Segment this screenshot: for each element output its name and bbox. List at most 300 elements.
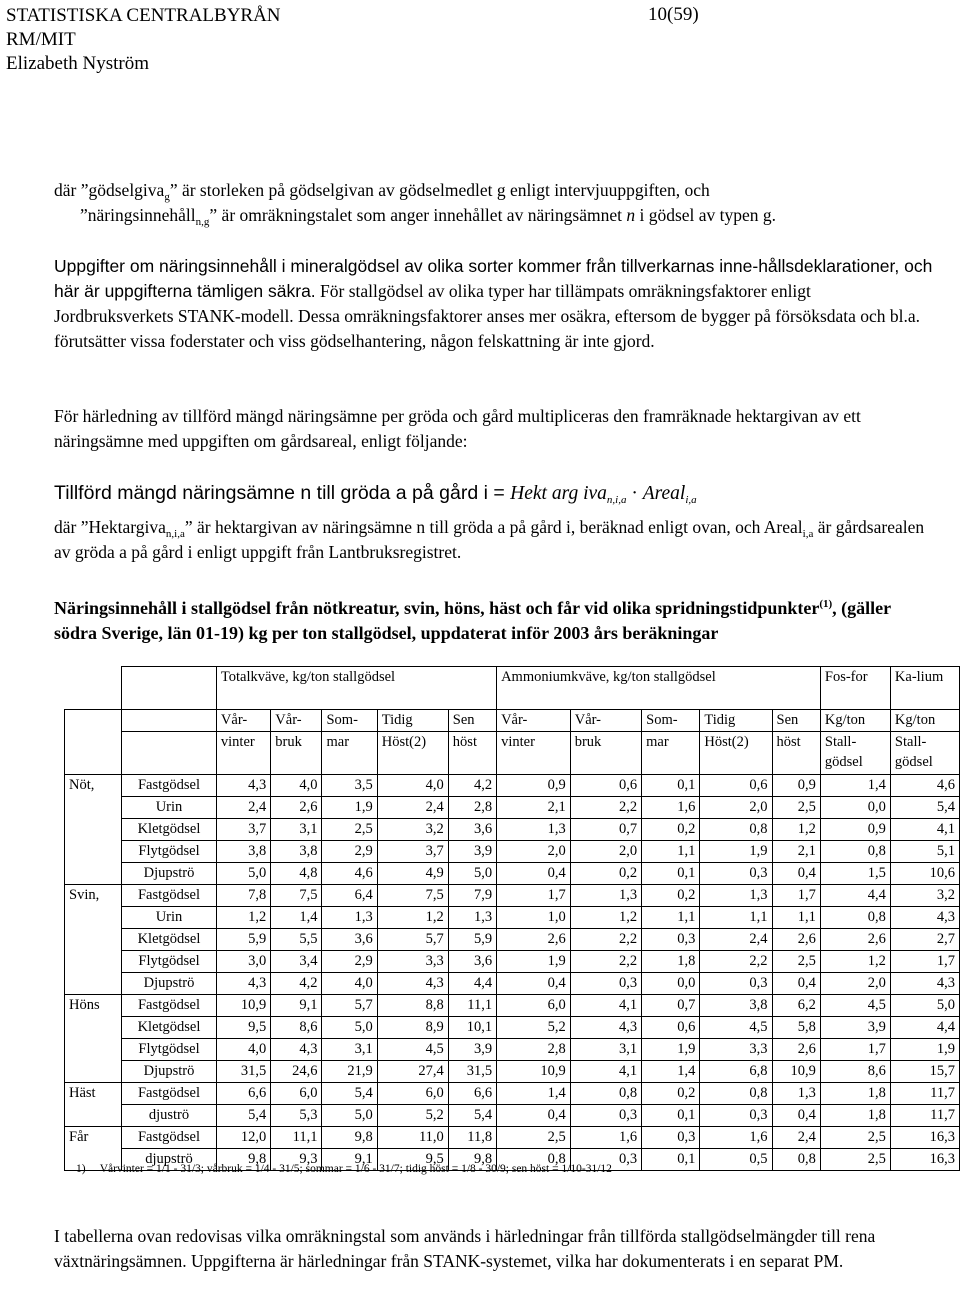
table-row <box>65 951 960 973</box>
type-cell: Fastgödsel <box>122 885 217 907</box>
blank-cell <box>122 710 217 732</box>
value-cell: 1,4 <box>497 1083 571 1105</box>
value-cell: 3,1 <box>271 819 322 841</box>
value-cell: 9,8 <box>448 1149 496 1171</box>
value-cell: 0,3 <box>570 1149 641 1171</box>
value-cell: 0,8 <box>570 1083 641 1105</box>
value-cell: 0,2 <box>642 1083 700 1105</box>
value-cell: 31,5 <box>448 1061 496 1083</box>
value-cell: 6,6 <box>448 1083 496 1105</box>
value-cell: 2,4 <box>772 1127 820 1149</box>
value-cell: 0,8 <box>497 1149 571 1171</box>
value-cell: 1,3 <box>772 1083 820 1105</box>
value-cell: 27,4 <box>377 1061 448 1083</box>
value-cell: 4,6 <box>890 775 959 797</box>
value-cell: 10,9 <box>772 1061 820 1083</box>
table-row <box>65 819 960 841</box>
value-cell: 1,2 <box>377 907 448 929</box>
paragraph-sources <box>54 254 934 354</box>
value-cell: 0,3 <box>642 929 700 951</box>
value-cell: 2,9 <box>322 951 377 973</box>
table-row <box>65 1127 960 1149</box>
column-header: Kg/ton <box>890 710 959 732</box>
table-row <box>65 841 960 863</box>
animal-cell <box>65 841 122 863</box>
department: RM/MIT <box>6 29 76 50</box>
value-cell: 5,4 <box>448 1105 496 1127</box>
table-row <box>65 907 960 929</box>
value-cell: 5,5 <box>271 929 322 951</box>
value-cell: 0,7 <box>642 995 700 1017</box>
value-cell: 1,9 <box>497 951 571 973</box>
value-cell: 10,9 <box>216 995 270 1017</box>
value-cell: 5,7 <box>377 929 448 951</box>
superscript: (1) <box>819 598 833 610</box>
column-header: Stall-gödsel <box>890 732 959 775</box>
value-cell: 0,0 <box>642 973 700 995</box>
type-cell: Kletgödsel <box>122 929 217 951</box>
variable: n <box>626 205 636 225</box>
org-name: STATISTISKA CENTRALBYRÅN <box>6 5 281 26</box>
value-cell: 2,6 <box>772 1039 820 1061</box>
value-cell: 7,9 <box>448 885 496 907</box>
value-cell: 2,6 <box>497 929 571 951</box>
group-header-fosfor: Fos-for <box>820 667 890 710</box>
value-cell: 1,2 <box>820 951 890 973</box>
value-cell: 2,6 <box>271 797 322 819</box>
value-cell: 4,4 <box>448 973 496 995</box>
animal-cell: Häst <box>65 1083 122 1105</box>
value-cell: 0,8 <box>820 841 890 863</box>
value-cell: 5,2 <box>377 1105 448 1127</box>
column-header: Höst(2) <box>377 732 448 775</box>
column-header: Stall-gödsel <box>820 732 890 775</box>
value-cell: 1,6 <box>700 1127 772 1149</box>
subscript: g <box>164 191 170 203</box>
value-cell: 1,9 <box>322 797 377 819</box>
column-header: bruk <box>570 732 641 775</box>
blank-cell <box>122 667 217 710</box>
value-cell: 3,4 <box>271 951 322 973</box>
animal-cell <box>65 951 122 973</box>
value-cell: 2,5 <box>820 1149 890 1171</box>
column-header: Som- <box>642 710 700 732</box>
value-cell: 5,8 <box>772 1017 820 1039</box>
value-cell: 8,6 <box>820 1061 890 1083</box>
page-number: 10(59) <box>648 4 699 25</box>
value-cell: 16,3 <box>890 1149 959 1171</box>
text: är gårdsarealen av gröda a på gård i enligt uppgift från Lantbruksregistret. <box>54 517 925 562</box>
value-cell: 1,3 <box>700 885 772 907</box>
value-cell: 5,4 <box>890 797 959 819</box>
author: Elizabeth Nyström <box>6 53 149 74</box>
animal-cell: Nöt, <box>65 775 122 797</box>
value-cell: 4,1 <box>570 995 641 1017</box>
value-cell: 0,3 <box>700 863 772 885</box>
value-cell: 2,8 <box>448 797 496 819</box>
closing-paragraph: I tabellerna ovan redovisas vilka omräkningstal som används i härledningar från tillförda stallgödselmängder till rena växtnäringsämnen. Uppgifterna är härledningar från STANK-systemet, vilka har dokumenterats i en separat PM. <box>54 1226 876 1271</box>
value-cell: 2,5 <box>772 797 820 819</box>
value-cell: 0,8 <box>700 819 772 841</box>
value-cell: 11,0 <box>377 1127 448 1149</box>
value-cell: 5,0 <box>322 1105 377 1127</box>
value-cell: 3,8 <box>216 841 270 863</box>
value-cell: 4,3 <box>570 1017 641 1039</box>
value-cell: 1,4 <box>642 1061 700 1083</box>
type-cell: Djupströ <box>122 973 217 995</box>
value-cell: 2,0 <box>570 841 641 863</box>
value-cell: 1,3 <box>570 885 641 907</box>
subscript: n,i,a <box>606 494 627 506</box>
value-cell: 11,7 <box>890 1083 959 1105</box>
value-cell: 1,3 <box>448 907 496 929</box>
value-cell: 4,0 <box>216 1039 270 1061</box>
value-cell: 11,8 <box>448 1127 496 1149</box>
value-cell: 2,0 <box>497 841 571 863</box>
value-cell: 1,2 <box>570 907 641 929</box>
value-cell: 0,2 <box>642 885 700 907</box>
blank-cell <box>65 667 122 710</box>
value-cell: 2,9 <box>322 841 377 863</box>
value-cell: 6,0 <box>271 1083 322 1105</box>
value-cell: 3,3 <box>700 1039 772 1061</box>
column-header: Tidig <box>377 710 448 732</box>
value-cell: 1,4 <box>271 907 322 929</box>
value-cell: 1,1 <box>700 907 772 929</box>
value-cell: 5,9 <box>448 929 496 951</box>
value-cell: 2,4 <box>216 797 270 819</box>
value-cell: 1,9 <box>642 1039 700 1061</box>
value-cell: 6,4 <box>322 885 377 907</box>
value-cell: 4,3 <box>377 973 448 995</box>
value-cell: 0,0 <box>820 797 890 819</box>
value-cell: 9,1 <box>322 1149 377 1171</box>
type-cell: Flytgödsel <box>122 841 217 863</box>
value-cell: 4,0 <box>271 775 322 797</box>
value-cell: 2,2 <box>570 929 641 951</box>
value-cell: 0,3 <box>570 973 641 995</box>
animal-cell <box>65 929 122 951</box>
text: där ”gödselgiva <box>54 180 165 200</box>
column-header: mar <box>322 732 377 775</box>
value-cell: 3,6 <box>322 929 377 951</box>
value-cell: 0,8 <box>772 1149 820 1171</box>
type-cell: Kletgödsel <box>122 1017 217 1039</box>
value-cell: 0,4 <box>772 1105 820 1127</box>
value-cell: 0,4 <box>497 863 571 885</box>
value-cell: 3,9 <box>820 1017 890 1039</box>
value-cell: 0,1 <box>642 1105 700 1127</box>
value-cell: 5,0 <box>216 863 270 885</box>
text: ”näringsinnehåll <box>80 205 196 225</box>
column-header: Vår- <box>271 710 322 732</box>
value-cell: 3,2 <box>890 885 959 907</box>
value-cell: 1,8 <box>820 1105 890 1127</box>
table-row <box>65 1083 960 1105</box>
value-cell: 2,6 <box>772 929 820 951</box>
value-cell: 3,8 <box>700 995 772 1017</box>
value-cell: 9,1 <box>271 995 322 1017</box>
value-cell: 9,8 <box>216 1149 270 1171</box>
group-header-kalium: Ka-lium <box>890 667 959 710</box>
table-row <box>65 929 960 951</box>
value-cell: 5,4 <box>322 1083 377 1105</box>
value-cell: 0,9 <box>820 819 890 841</box>
data-table <box>64 666 960 1171</box>
value-cell: 4,5 <box>700 1017 772 1039</box>
table-row <box>65 863 960 885</box>
value-cell: 6,0 <box>497 995 571 1017</box>
animal-cell: Höns <box>65 995 122 1017</box>
value-cell: 11,7 <box>890 1105 959 1127</box>
value-cell: 1,7 <box>890 951 959 973</box>
column-header: höst <box>772 732 820 775</box>
value-cell: 24,6 <box>271 1061 322 1083</box>
value-cell: 1,0 <box>497 907 571 929</box>
value-cell: 3,1 <box>570 1039 641 1061</box>
value-cell: 4,4 <box>890 1017 959 1039</box>
subscript: i,a <box>802 528 814 540</box>
value-cell: 10,9 <box>497 1061 571 1083</box>
value-cell: 0,1 <box>642 863 700 885</box>
value-cell: 0,3 <box>700 973 772 995</box>
value-cell: 6,8 <box>700 1061 772 1083</box>
table-row <box>65 1039 960 1061</box>
footnote: 1) Vårvinter = 1/1 - 31/3; vårbruk = 1/4 - 31/5; sommar = 1/6 - 31/7; tidig höst = 1/8 - 30/9; sen höst = 1/10-31/12 <box>76 1163 612 1175</box>
value-cell: 0,4 <box>497 973 571 995</box>
value-cell: 5,7 <box>322 995 377 1017</box>
value-cell: 5,0 <box>448 863 496 885</box>
type-cell: Fastgödsel <box>122 1083 217 1105</box>
column-header: höst <box>448 732 496 775</box>
value-cell: 7,5 <box>377 885 448 907</box>
value-cell: 0,3 <box>570 1105 641 1127</box>
value-cell: 4,6 <box>322 863 377 885</box>
value-cell: 0,9 <box>772 775 820 797</box>
value-cell: 5,9 <box>216 929 270 951</box>
table-subheader-row <box>65 732 960 775</box>
type-cell: Djupströ <box>122 1061 217 1083</box>
subscript: n,g <box>195 216 210 228</box>
column-header: Vår- <box>570 710 641 732</box>
formula-dot: · <box>626 483 643 504</box>
table-row <box>65 1017 960 1039</box>
animal-cell: Får <box>65 1127 122 1149</box>
value-cell: 0,8 <box>700 1083 772 1105</box>
value-cell: 2,2 <box>700 951 772 973</box>
value-cell: 2,0 <box>820 973 890 995</box>
value-cell: 11,1 <box>448 995 496 1017</box>
type-cell: Urin <box>122 907 217 929</box>
value-cell: 4,0 <box>322 973 377 995</box>
value-cell: 1,4 <box>820 775 890 797</box>
value-cell: 3,8 <box>271 841 322 863</box>
value-cell: 4,0 <box>377 775 448 797</box>
value-cell: 3,7 <box>216 819 270 841</box>
value-cell: 3,0 <box>216 951 270 973</box>
value-cell: 1,9 <box>890 1039 959 1061</box>
animal-cell <box>65 1061 122 1083</box>
value-cell: 1,1 <box>642 841 700 863</box>
value-cell: 2,8 <box>497 1039 571 1061</box>
value-cell: 2,1 <box>772 841 820 863</box>
value-cell: 0,3 <box>700 1105 772 1127</box>
value-cell: 31,5 <box>216 1061 270 1083</box>
value-cell: 11,1 <box>271 1127 322 1149</box>
text-sans: Uppgifter om näringsinnehåll i mineralgödsel av olika sorter kommer från tillverkarnas inne-hållsdeklarationer, och här är uppgifterna tämligen säkra. <box>54 256 933 301</box>
value-cell: 0,2 <box>642 819 700 841</box>
value-cell: 2,4 <box>377 797 448 819</box>
animal-cell <box>65 907 122 929</box>
value-cell: 9,8 <box>322 1127 377 1149</box>
value-cell: 1,1 <box>642 907 700 929</box>
value-cell: 6,0 <box>377 1083 448 1105</box>
value-cell: 4,5 <box>820 995 890 1017</box>
group-header-total: Totalkväve, kg/ton stallgödsel <box>216 667 496 710</box>
column-header: Som- <box>322 710 377 732</box>
blank-cell <box>65 710 122 732</box>
value-cell: 0,1 <box>642 775 700 797</box>
subscript: i,a <box>685 494 697 506</box>
value-cell: 16,3 <box>890 1127 959 1149</box>
value-cell: 3,6 <box>448 951 496 973</box>
value-cell: 1,7 <box>497 885 571 907</box>
value-cell: 4,3 <box>216 775 270 797</box>
table-row <box>65 973 960 995</box>
value-cell: 4,3 <box>890 973 959 995</box>
value-cell: 4,1 <box>890 819 959 841</box>
formula-var: Areal <box>642 483 686 504</box>
column-header: vinter <box>497 732 571 775</box>
value-cell: 5,0 <box>890 995 959 1017</box>
animal-cell <box>65 1017 122 1039</box>
value-cell: 3,5 <box>322 775 377 797</box>
value-cell: 4,5 <box>377 1039 448 1061</box>
animal-cell <box>65 797 122 819</box>
blank-cell <box>122 732 217 775</box>
table-subheader-row <box>65 710 960 732</box>
value-cell: 2,1 <box>497 797 571 819</box>
value-cell: 1,3 <box>322 907 377 929</box>
type-cell: Fastgödsel <box>122 995 217 1017</box>
value-cell: 4,8 <box>271 863 322 885</box>
value-cell: 1,6 <box>642 797 700 819</box>
formula-text: Tillförd mängd näringsämne n till gröda a på gård i = <box>54 482 511 504</box>
animal-cell <box>65 863 122 885</box>
value-cell: 5,0 <box>322 1017 377 1039</box>
value-cell: 4,4 <box>820 885 890 907</box>
value-cell: 0,8 <box>820 907 890 929</box>
value-cell: 8,6 <box>271 1017 322 1039</box>
type-cell: Fastgödsel <box>122 1127 217 1149</box>
value-cell: 2,5 <box>820 1127 890 1149</box>
value-cell: 2,7 <box>890 929 959 951</box>
text: i gödsel av typen g. <box>635 205 777 225</box>
subscript: n,i,a <box>165 528 185 540</box>
type-cell: Flytgödsel <box>122 951 217 973</box>
value-cell: 2,0 <box>700 797 772 819</box>
value-cell: 2,2 <box>570 951 641 973</box>
value-cell: 1,7 <box>772 885 820 907</box>
text-serif: För stallgödsel av olika typer har tillämpats omräkningsfaktorer enligt Jordbruksverkets STANK-modell. Dessa omräkningsfaktorer anses mer osäkra, eftersom de bygger på försöksdata och bl.a. förutsätter vissa foderstater och viss gödselhantering, någon felskattning är inte gjord. <box>54 281 921 351</box>
value-cell: 10,1 <box>448 1017 496 1039</box>
type-cell: Fastgödsel <box>122 775 217 797</box>
text: ” är omräkningstalet som anger innehållet av näringsämnet <box>209 205 627 225</box>
text: , (gäller södra Sverige, län 01-19) kg per ton stallgödsel, uppdaterat inför 2003 års beräkningar <box>54 598 891 643</box>
table-row <box>65 885 960 907</box>
value-cell: 0,4 <box>772 863 820 885</box>
value-cell: 4,1 <box>570 1061 641 1083</box>
table-title <box>54 592 934 646</box>
value-cell: 12,0 <box>216 1127 270 1149</box>
value-cell: 3,7 <box>377 841 448 863</box>
column-header: Kg/ton <box>820 710 890 732</box>
value-cell: 4,2 <box>448 775 496 797</box>
type-cell: Urin <box>122 797 217 819</box>
column-header: Vår- <box>497 710 571 732</box>
value-cell: 0,3 <box>642 1127 700 1149</box>
value-cell: 6,6 <box>216 1083 270 1105</box>
animal-cell: Svin, <box>65 885 122 907</box>
value-cell: 0,4 <box>497 1105 571 1127</box>
value-cell: 3,2 <box>377 819 448 841</box>
paragraph-derivation: För härledning av tillförd mängd näringsämne per gröda och gård multipliceras den framräknade hektargivan av ett näringsämne med uppgiften om gårdsareal, enligt följande: <box>54 406 861 451</box>
value-cell: 0,1 <box>642 1149 700 1171</box>
value-cell: 1,7 <box>820 1039 890 1061</box>
type-cell: Djupströ <box>122 863 217 885</box>
value-cell: 9,3 <box>271 1149 322 1171</box>
value-cell: 5,2 <box>497 1017 571 1039</box>
value-cell: 2,4 <box>700 929 772 951</box>
value-cell: 4,2 <box>271 973 322 995</box>
value-cell: 4,3 <box>890 907 959 929</box>
column-header: vinter <box>216 732 270 775</box>
value-cell: 1,2 <box>216 907 270 929</box>
value-cell: 2,5 <box>497 1127 571 1149</box>
value-cell: 7,8 <box>216 885 270 907</box>
value-cell: 1,3 <box>497 819 571 841</box>
column-header: Sen <box>448 710 496 732</box>
text: ” är storleken på gödselgivan av gödselmedlet g enligt intervjuuppgiften, och <box>169 180 710 200</box>
value-cell: 0,6 <box>570 775 641 797</box>
value-cell: 21,9 <box>322 1061 377 1083</box>
type-cell: djuströ <box>122 1105 217 1127</box>
value-cell: 3,3 <box>377 951 448 973</box>
value-cell: 1,1 <box>772 907 820 929</box>
value-cell: 0,9 <box>497 775 571 797</box>
table-header-row <box>65 667 960 710</box>
value-cell: 1,5 <box>820 863 890 885</box>
page-header <box>6 4 281 76</box>
value-cell: 1,8 <box>820 1083 890 1105</box>
text: Näringsinnehåll i stallgödsel från nötkreatur, svin, höns, häst och får vid olika spridningstidpunkter <box>54 598 820 618</box>
blank-cell <box>65 732 122 775</box>
value-cell: 0,7 <box>570 819 641 841</box>
value-cell: 1,8 <box>642 951 700 973</box>
value-cell: 0,6 <box>700 775 772 797</box>
value-cell: 4,9 <box>377 863 448 885</box>
value-cell: 2,5 <box>772 951 820 973</box>
table-row <box>65 775 960 797</box>
column-header: Tidig <box>700 710 772 732</box>
value-cell: 8,8 <box>377 995 448 1017</box>
value-cell: 3,9 <box>448 1039 496 1061</box>
column-header: bruk <box>271 732 322 775</box>
value-cell: 4,3 <box>216 973 270 995</box>
value-cell: 10,6 <box>890 863 959 885</box>
column-header: Vår- <box>216 710 270 732</box>
column-header: Sen <box>772 710 820 732</box>
